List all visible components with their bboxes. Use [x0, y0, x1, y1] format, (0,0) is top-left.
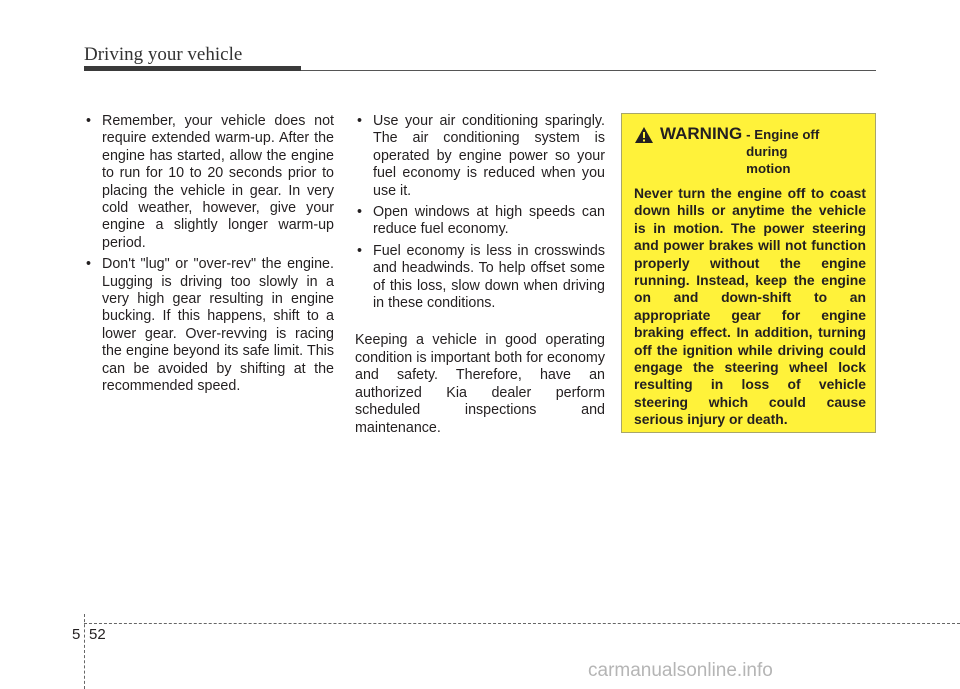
- bullet-item: [355, 204, 605, 239]
- maintenance-paragraph: Keeping a vehicle in good operating condition is important both for economy and safety. Therefore, have an authorized Kia dealer perform scheduled inspections and maintenance.: [355, 332, 605, 436]
- footer-rule: [84, 623, 960, 624]
- bullet-dot: •: [86, 113, 92, 129]
- text-column-left: [84, 113, 334, 400]
- warning-triangle-icon: [634, 126, 654, 144]
- warning-subtitle: - Engine off during motion: [746, 127, 820, 176]
- chapter-number: 5: [72, 626, 81, 643]
- page-section-title: Driving your vehicle: [84, 44, 243, 65]
- bullet-dot: •: [357, 204, 363, 221]
- header-bar: [84, 66, 301, 71]
- warning-box: [621, 113, 876, 433]
- warning-body: Never turn the engine off to coast down hills or anytime the vehicle is in motion. The power steering and power brakes will not function properly without the engine running. Instead, keep the engine on and down-shift to an appropriate gear for engine braking effect. In addition, turning off the ignition while driving could engage the steering wheel lock resulting in loss of vehicle steering which could cause serious injury or death.: [634, 185, 866, 428]
- bullet-text: Fuel economy is less in crosswinds and headwinds. To help offset some of this loss, slow down when driving in these conditions.: [373, 242, 605, 312]
- watermark: carmanualsonline.info: [588, 660, 773, 681]
- warning-header: [634, 124, 866, 177]
- bullet-item: [355, 243, 605, 313]
- bullet-text: Open windows at high speeds can reduce fuel economy.: [373, 204, 605, 238]
- bullet-dot: •: [86, 256, 92, 273]
- bullet-item: [355, 113, 605, 200]
- bullet-text: Use your air conditioning sparingly. The air conditioning system is operated by engine power so your fuel economy is reduced when you use it.: [373, 113, 605, 199]
- bullet-dot: •: [357, 113, 363, 129]
- bullet-dot: •: [357, 242, 363, 259]
- bullet-text: Remember, your vehicle does not require extended warm-up. After the engine has started, allow the engine to run for 10 to 20 seconds prior to placing the vehicle in gear. In very cold weather, however, give your engine a slightly longer warm-up period.: [102, 113, 334, 251]
- text-column-middle: [355, 113, 605, 437]
- page-number: 52: [89, 626, 106, 643]
- warning-label: WARNING: [660, 124, 743, 143]
- bullet-item: [84, 256, 334, 395]
- footer-divider: [84, 614, 85, 689]
- header-rule: [301, 70, 876, 71]
- bullet-text: Don't "lug" or "over-rev" the engine. Lugging is driving too slowly in a very high gear resulting in engine bucking. If this happens, shift to a lower gear. Over-revving is racing the engine beyond its safe limit. This can be avoided by shifting at the recommended speed.: [102, 256, 334, 395]
- bullet-item: [84, 113, 334, 252]
